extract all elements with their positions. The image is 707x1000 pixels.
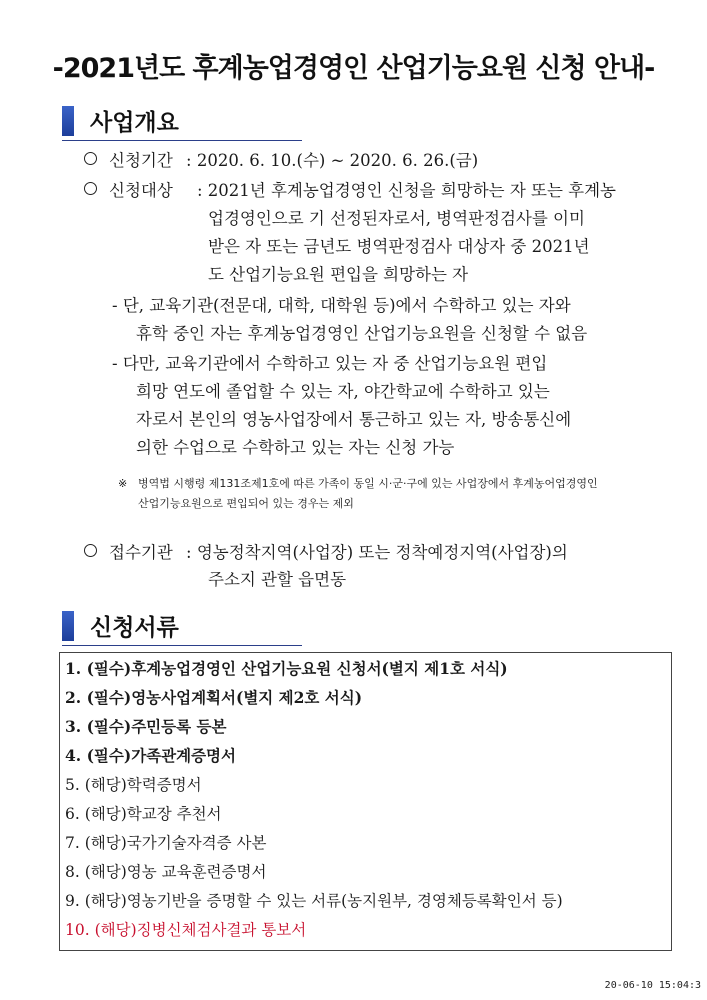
section-header-documents xyxy=(62,609,302,646)
section-bar-icon xyxy=(62,106,74,136)
office-label: 접수기관 xyxy=(109,543,173,562)
office-row xyxy=(84,539,568,566)
list-item: 7. (해당)국가기술자격증 사본 xyxy=(65,834,267,852)
target-label-row xyxy=(84,177,173,204)
target-line-4: 도 산업기능요원 편입을 희망하는 자 xyxy=(208,265,469,284)
target-line-2: 업경영인으로 기 선정된자로서, 병역판정검사를 이미 xyxy=(208,209,585,228)
note-line-2: 산업기능요원으로 편입되어 있는 경우는 제외 xyxy=(138,497,354,510)
exclusion-line-2: 휴학 중인 자는 후계농업경영인 산업기능요원을 신청할 수 없음 xyxy=(136,324,588,343)
circle-bullet-icon xyxy=(84,544,97,557)
list-item: 2. (필수)영농사업계획서(별지 제2호 서식) xyxy=(65,688,363,707)
exception-line-3: 자로서 본인의 영농사업장에서 통근하고 있는 자, 방송통신에 xyxy=(136,410,572,429)
office-line-1: : 영농정착지역(사업장) 또는 정착예정지역(사업장)의 xyxy=(186,543,568,562)
section-bar-icon xyxy=(62,611,74,641)
target-line-3: 받은 자 또는 금년도 병역판정검사 대상자 중 2021년 xyxy=(208,237,590,256)
target-label: 신청대상 xyxy=(109,181,173,200)
note-line-1: 병역법 시행령 제131조제1호에 따른 가족이 동일 시·군·구에 있는 사업장에서 후계농어업경영인 xyxy=(138,477,598,490)
exception-line-4: 의한 수업으로 수학하고 있는 자는 신청 가능 xyxy=(136,438,455,457)
list-item: 8. (해당)영농 교육훈련증명서 xyxy=(65,863,267,881)
list-item: 5. (해당)학력증명서 xyxy=(65,776,202,794)
exclusion-line-1: - 단, 교육기관(전문대, 대학, 대학원 등)에서 수학하고 있는 자와 xyxy=(112,296,571,315)
circle-bullet-icon xyxy=(84,182,97,195)
section-header-overview xyxy=(62,104,302,141)
section-title-overview: 사업개요 xyxy=(90,110,179,136)
list-item: 4. (필수)가족관계증명서 xyxy=(65,746,237,765)
list-item: 1. (필수)후계농업경영인 산업기능요원 신청서(별지 제1호 서식) xyxy=(65,659,508,678)
list-item: 6. (해당)학교장 추천서 xyxy=(65,805,222,823)
exception-line-2: 희망 연도에 졸업할 수 있는 자, 야간학교에 수학하고 있는 xyxy=(136,382,550,401)
list-item: 9. (해당)영농기반을 증명할 수 있는 서류(농지원부, 경영체등록확인서 등) xyxy=(65,892,563,910)
document-title: -2021년도 후계농업경영인 산업기능요원 신청 안내- xyxy=(52,53,655,84)
list-item: 3. (필수)주민등록 등본 xyxy=(65,717,227,736)
circle-bullet-icon xyxy=(84,152,97,165)
office-line-2: 주소지 관할 읍면동 xyxy=(208,570,347,589)
documents-list xyxy=(59,652,672,951)
section-title-documents: 신청서류 xyxy=(90,615,179,641)
exception-line-1: - 다만, 교육기관에서 수학하고 있는 자 중 산업기능요원 편입 xyxy=(112,354,548,373)
period-label: 신청기간 xyxy=(109,151,173,170)
target-line-1: : 2021년 후계농업경영인 신청을 희망하는 자 또는 후계농 xyxy=(197,181,616,200)
list-item-highlighted: 10. (해당)징병신체검사결과 통보서 xyxy=(65,921,307,939)
note-mark: ※ xyxy=(118,477,128,490)
period-row xyxy=(84,147,478,174)
fax-timestamp: 20-06-10 15:04:3 xyxy=(604,980,701,991)
period-value: : 2020. 6. 10.(수) ~ 2020. 6. 26.(금) xyxy=(186,151,479,170)
